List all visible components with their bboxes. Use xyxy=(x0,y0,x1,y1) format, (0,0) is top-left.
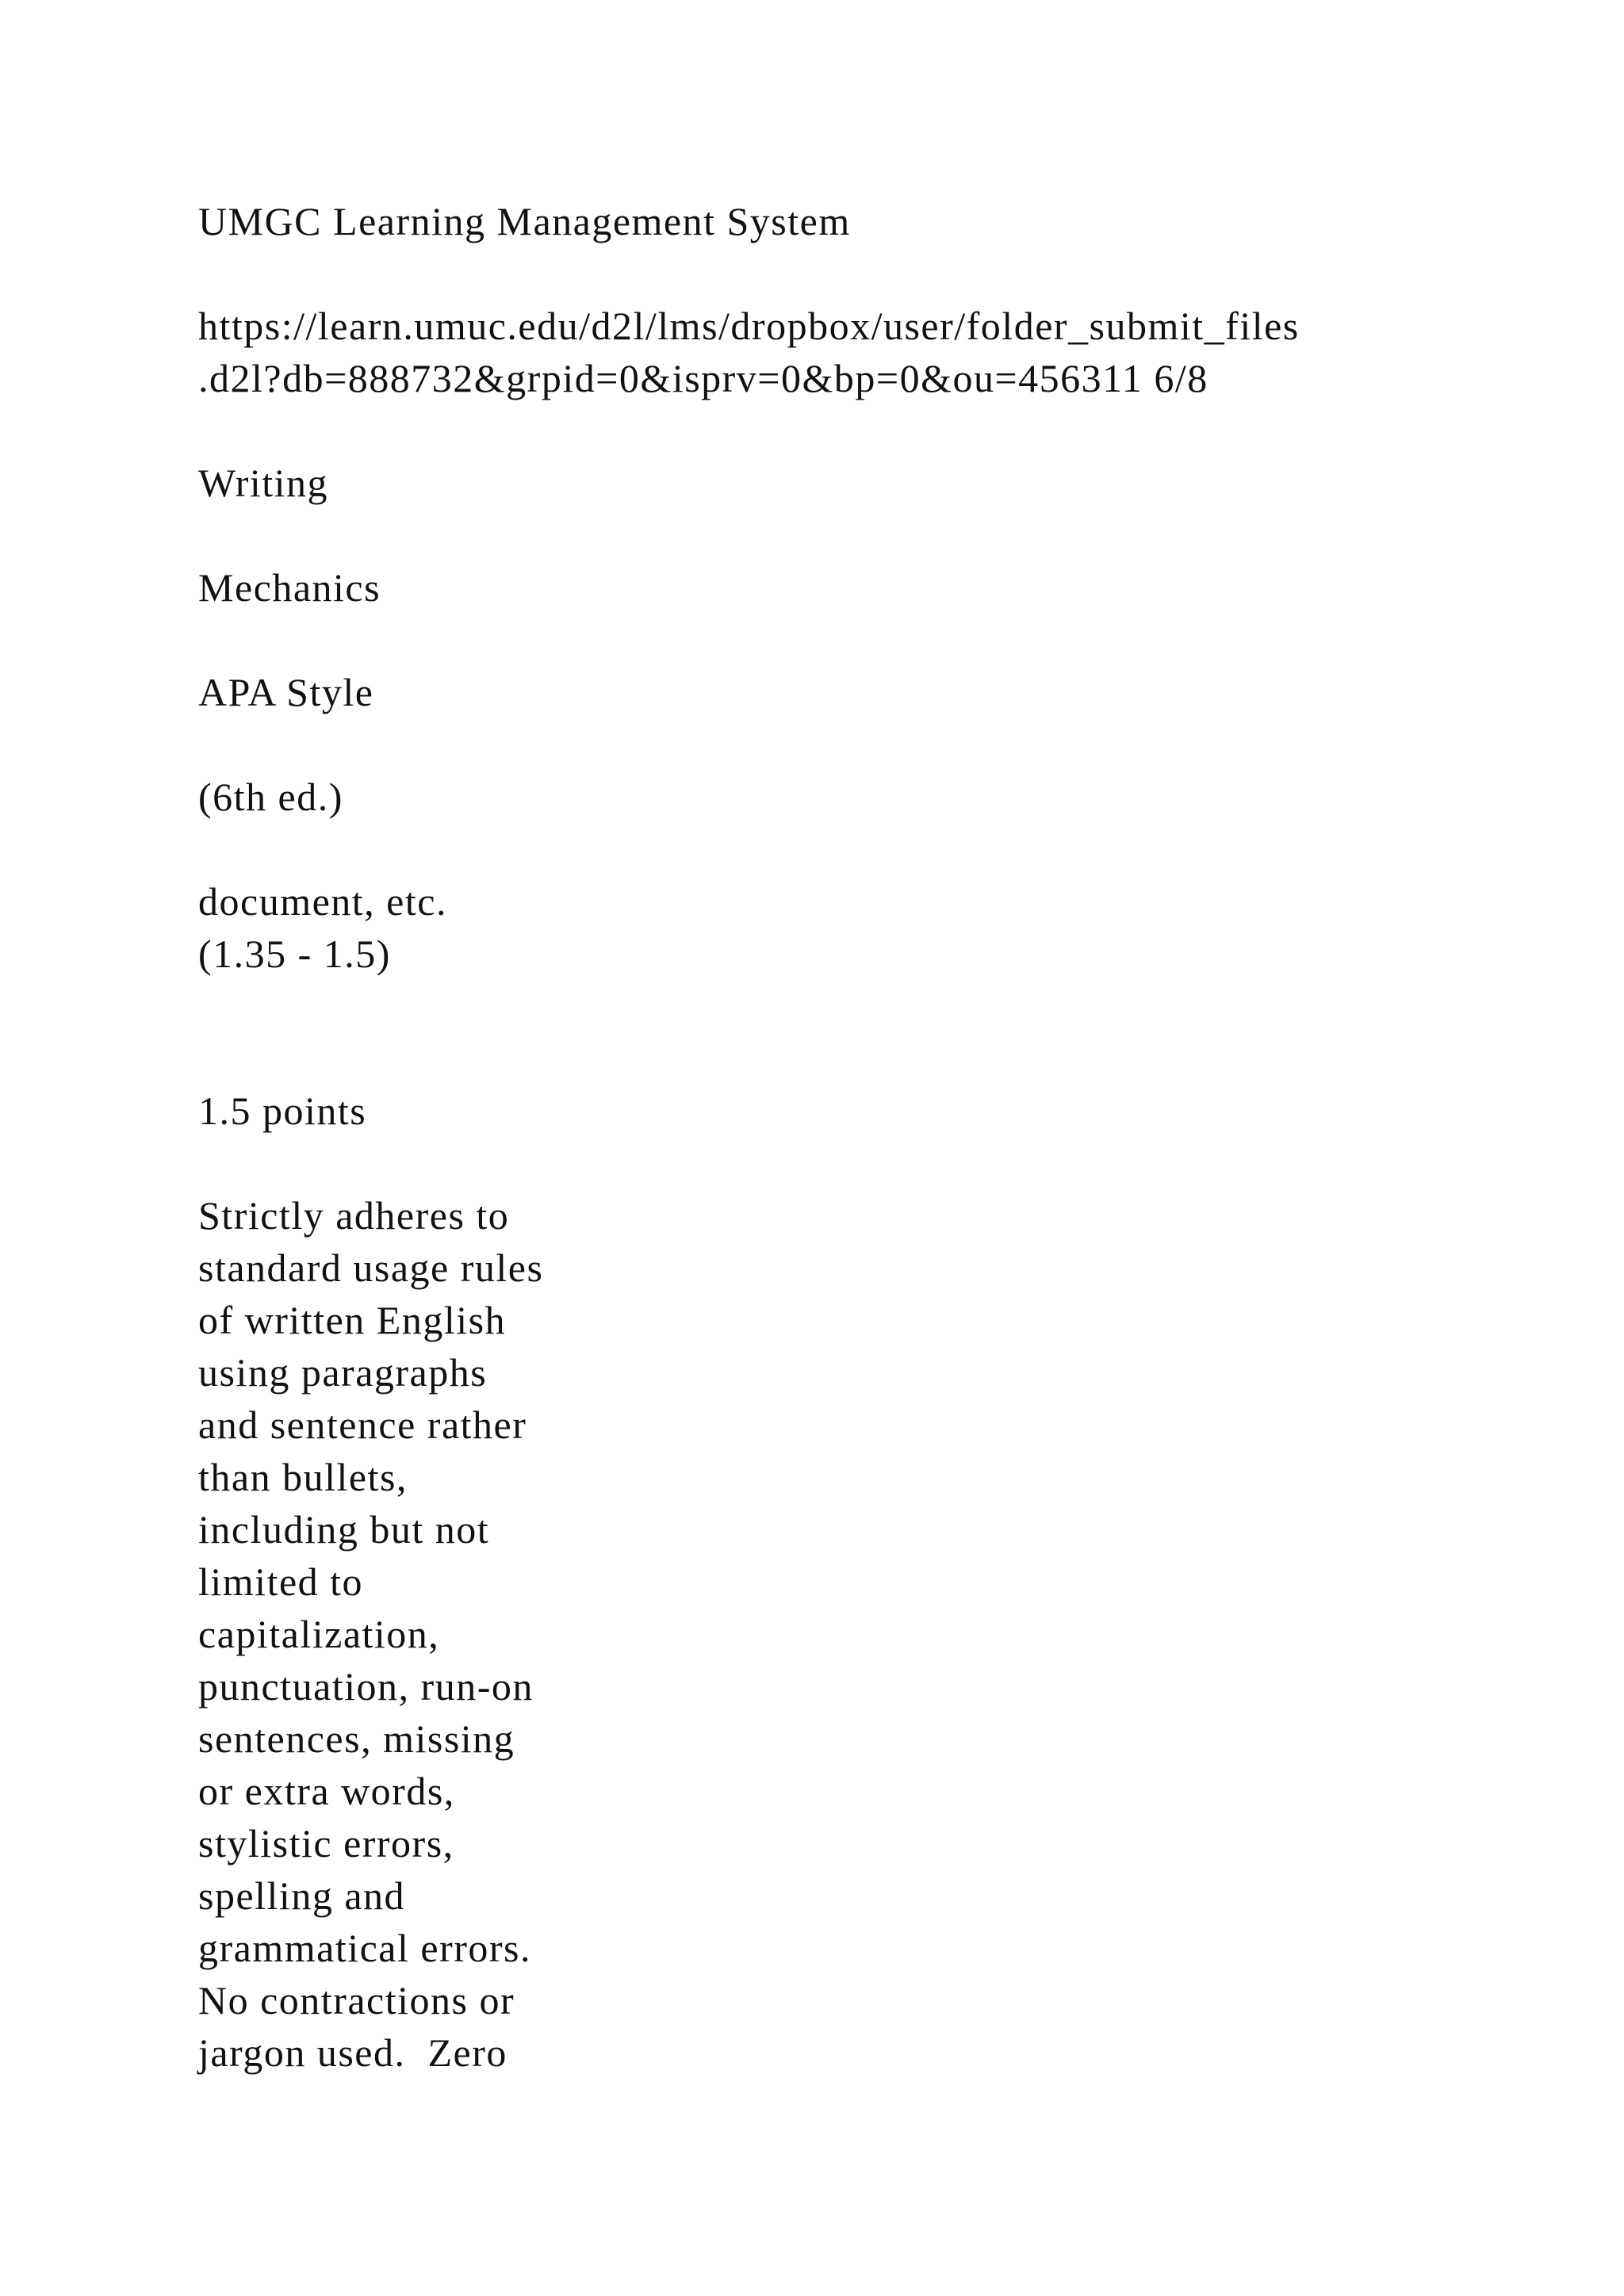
criterion-line: APA Style xyxy=(198,670,374,714)
note-line: document, etc. xyxy=(198,879,447,924)
note-line: (1.35 - 1.5) xyxy=(198,932,391,976)
points-value: 1.5 points xyxy=(198,1089,367,1133)
criterion-line: Mechanics xyxy=(198,565,381,610)
description-line: stylistic errors, xyxy=(198,1821,454,1866)
description-line: grammatical errors. xyxy=(198,1926,531,1970)
description-line: standard usage rules xyxy=(198,1246,544,1290)
criterion-line: Writing xyxy=(198,461,329,505)
criterion-line: (6th ed.) xyxy=(198,775,343,819)
description-line: limited to xyxy=(198,1559,364,1604)
description-line: punctuation, run-on xyxy=(198,1664,534,1709)
description-line: sentences, missing xyxy=(198,1716,515,1761)
description-line: No contractions or xyxy=(198,1978,515,2022)
url-line-1: https://learn.umuc.edu/d2l/lms/dropbox/user/folder_submit_files xyxy=(198,304,1300,348)
description-line: spelling and xyxy=(198,1873,406,1918)
description-line: or extra words, xyxy=(198,1769,455,1813)
description-line: than bullets, xyxy=(198,1455,408,1499)
description-line: capitalization, xyxy=(198,1612,440,1656)
description-line: of written English xyxy=(198,1298,507,1342)
description-line: jargon used. Zero xyxy=(198,2030,508,2075)
url-line-2: .d2l?db=888732&grpid=0&isprv=0&bp=0&ou=456311 6/8 xyxy=(198,356,1208,400)
header-title: UMGC Learning Management System xyxy=(198,199,851,243)
description-line: using paragraphs xyxy=(198,1350,488,1395)
description-line: and sentence rather xyxy=(198,1402,527,1447)
description-line: Strictly adheres to xyxy=(198,1193,510,1238)
description-line: including but not xyxy=(198,1507,490,1552)
